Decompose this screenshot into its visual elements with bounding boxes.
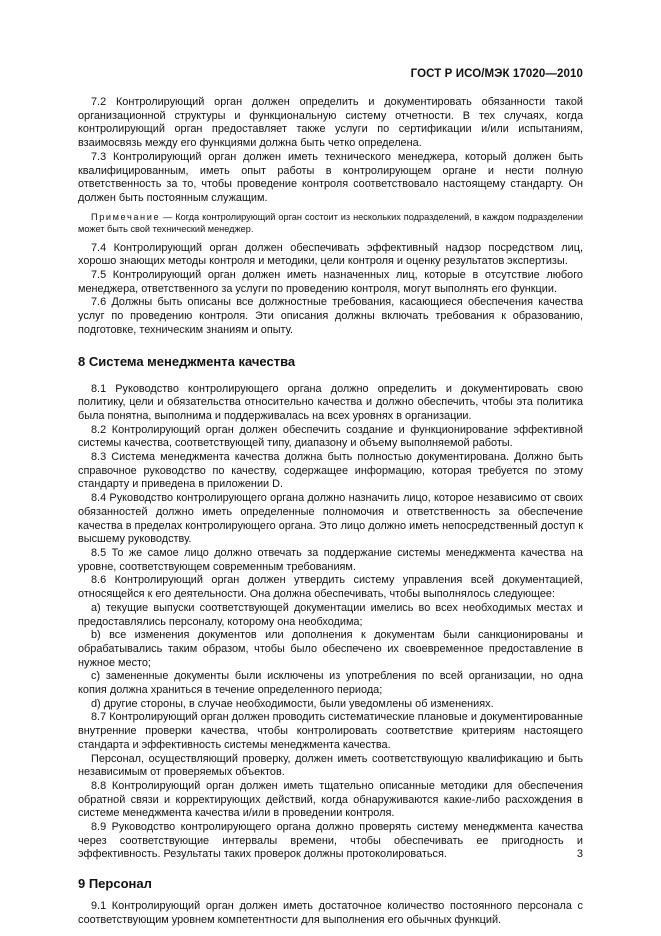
note-label: Примечание [91,211,161,222]
paragraph-7-4: 7.4 Контролирующий орган должен обеспечивать эффективный надзор посредством лиц, хорошо знающих методы контроля и методики, цели контроля и оценку результатов экспертизы. [78,241,583,268]
paragraph-8-5: 8.5 То же самое лицо должно отвечать за поддержание системы менеджмента качества на уровне, соответствующем современным требованиям. [78,546,583,573]
document-header: ГОСТ Р ИСО/МЭК 17020—2010 [410,68,583,80]
note-text: — Когда контролирующий орган состоит из нескольких подразделений, в каждом подразделении может быть свой технический менеджер. [78,211,583,235]
paragraph-8-1: 8.1 Руководство контролирующего органа должно определить и документировать свою политику, цели и обязательства относительно качества и должно обеспечить, чтобы эта политика была понятна, выполнима и поддерживалась на всех уровнях в организации. [78,382,583,422]
section-8-heading: 8 Система менеджмента качества [78,353,296,369]
paragraph-7-3: 7.3 Контролирующий орган должен иметь технического менеджера, который должен быть квалифицированным, иметь опыт работы в контролирующем органе и нести полную ответственность за то, чтобы проведение контроля соответствовало настоящему стандарту. Он должен быть постоянным служащим. [78,150,583,204]
paragraph-8-9: 8.9 Руководство контролирующего органа должно проверять систему менеджмента качества через соответствующие интервалы времени, чтобы обеспечивать ее пригодность и эффективность. Результаты таких проверок должны протоколироваться. [78,821,583,861]
paragraph-8-2: 8.2 Контролирующий орган должен обеспечить создание и функционирование эффективной системы качества, соответствующей типу, диапазону и объему выполняемой работы. [78,423,583,450]
paragraph-8-4: 8.4 Руководство контролирующего органа должно назначить лицо, которое независимо от своих обязанностей должно иметь определенные полномочия и ответственность за обеспечение качества в пределах контролирующего органа. Это лицо должно иметь непосредственный доступ к высшему руководству. [78,492,583,546]
paragraph-7-6: 7.6 Должны быть описаны все должностные требования, касающиеся обеспечения качества услуг по проведению контроля. Эти описания должны включать требования к образованию, подготовке, техническим знаниям и опыту. [78,296,583,336]
list-item-d: d) другие стороны, в случае необходимости, были уведомлены об изменениях. [91,697,494,710]
paragraph-7-5: 7.5 Контролирующий орган должен иметь назначенных лиц, которые в отсутствие любого менеджера, ответственного за услуги по проведению контроля, могут выполнять его функции. [78,269,583,295]
paragraph-7-2: 7.2 Контролирующий орган должен определить и документировать обязанности такой организационной структуры и функциональную систему отчетности. В тех случаях, когда контролирующий орган предоставляет также услуги по сертификации и/или испытаниям, взаимосвязь между его функциями должна быть четко определена. [78,96,583,150]
paragraph-8-6: 8.6 Контролирующий орган должен утвердить систему управления всей документацией, относящейся к его деятельности. Она должна обеспечивать, чтобы выполнялось следующее: [78,574,583,601]
paragraph-8-8: 8.8 Контролирующий орган должен иметь тщательно описанные методики для обеспечения обратной связи и корректирующих действий, когда обнаруживаются какие-либо расхождения в системе менеджмента качества и/или в проведении контроля. [78,779,583,820]
paragraph-9-1: 9.1 Контролирующий орган должен иметь достаточное количество постоянного персонала с соответствующим уровнем компетентности для выполнения его обычных функций. [78,900,583,926]
paragraph-8-7-personnel: Персонал, осуществляющий проверку, должен иметь соответствующую квалификацию и быть независимым от проверяемых объектов. [78,752,583,779]
list-item-b: b) все изменения документов или дополнения к документам были санкционированы и обрабатывались таким образом, чтобы было обеспечено их своевременное предоставление в нужное место; [78,629,583,669]
page-number: 3 [576,848,583,860]
paragraph-8-7: 8.7 Контролирующий орган должен проводить систематические плановые и документированные внутренние проверки качества, чтобы контролировать соответствие критериям настоящего стандарта и эффективность системы менеджмента качества. [78,711,583,751]
list-item-a: a) текущие выпуски соответствующей документации имелись во всех необходимых местах и предоставлялись персоналу, которому она необходима; [78,601,583,628]
paragraph-8-3: 8.3 Система менеджмента качества должна быть полностью документирована. Должно быть справочное руководство по качеству, содержащее информацию, которая требуется по этому стандарту и приведена в приложении D. [78,451,583,491]
section-9-heading: 9 Персонал [78,876,152,892]
note [78,211,583,236]
document-body [78,96,583,928]
list-item-c: c) замененные документы были исключены из употребления по всей организации, но одна копия должна храниться в течение определенного периода; [78,670,583,697]
